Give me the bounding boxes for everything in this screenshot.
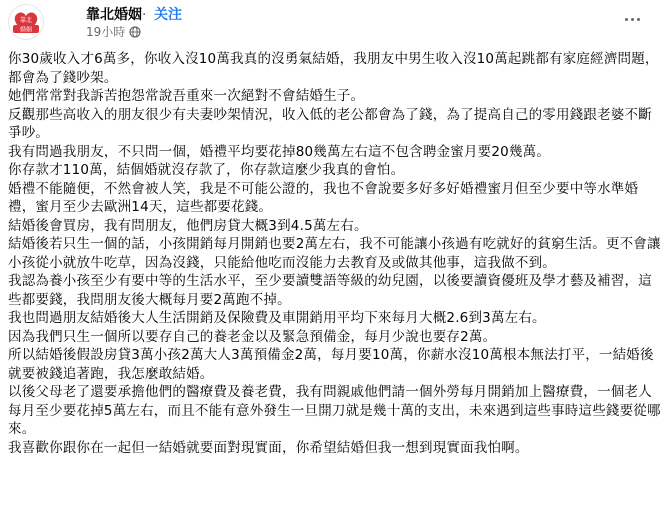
post-paragraph: 反觀那些高收入的朋友很少有夫妻吵架情況，收入低的老公都會為了錢，為了提高自己的零用錢跟老婆不斷爭吵。 [8, 106, 652, 141]
post-paragraph: 因為我們只生一個所以要存自己的養老金以及緊急預備金，每月少說也要存2萬。 [8, 328, 497, 345]
post-paragraph: 婚禮不能隨便，不然會被人笑，我是不可能公證的，我也不會說要多好多好婚禮蜜月但至少要中等水準婚禮，蜜月至少去歐洲14天，這些都要花錢。 [8, 180, 639, 215]
post-paragraph: 她們常常對我訴苦抱怨常說吾重來一次絕對不會結婚生子。 [8, 88, 365, 104]
post-paragraph: 所以結婚後假設房貸3萬小孩2萬大人3萬預備金2萬，每月要10萬，你薪水沒10萬根本無法打平，一結婚後就要被錢追著跑，我怎麼敢結婚。 [8, 347, 654, 382]
post-paragraph: 你存款才110萬，結個婚就沒存款了，你存款這麼少我真的會怕。 [8, 162, 405, 178]
post-meta [86, 25, 141, 39]
logo-text-bottom: 婚姻 [19, 26, 33, 34]
more-options-icon[interactable] [616, 6, 648, 32]
post-paragraph: 結婚後會買房，我有問朋友，他們房貸大概3到4.5萬左右。 [8, 217, 368, 234]
post-timestamp[interactable]: 19小時 [86, 25, 126, 39]
globe-icon [129, 26, 141, 38]
page-avatar[interactable] [8, 4, 44, 40]
page-name[interactable]: 靠北婚姻 [86, 7, 142, 23]
heart-logo-icon [9, 5, 43, 39]
logo-text-top: 靠北 [19, 17, 33, 24]
post-paragraph: 我也問過朋友結婚後大人生活開銷及保險費及車開銷用平均下來每月大概2.6到3萬左右。 [8, 310, 546, 326]
name-separator: · [142, 7, 147, 23]
post-body [8, 50, 662, 457]
post-paragraph: 我有問過我朋友，不只問一個，婚禮平均要花掉80幾萬左右這不包含聘金蜜月要20幾萬。 [8, 143, 551, 160]
post-paragraph: 你30歲收入才6萬多，你收入沒10萬我真的沒勇氣結婚，我朋友中男生收入沒10萬起跳都有家庭經濟問題，都會為了錢吵架。 [8, 51, 659, 86]
post-paragraph: 我喜歡你跟你在一起但一結婚就要面對現實面，你希望結婚但我一想到現實面我怕啊。 [8, 439, 529, 456]
post-header [8, 4, 648, 40]
post-paragraph: 結婚後若只生一個的話，小孩開銷每月開銷也要2萬左右，我不可能讓小孩過有吃就好的貧窮生活。更不會讓小孩從小就放牛吃草，因為沒錢，只能給他吃而沒能力去教育及或做其他事，這我做不到。 [8, 236, 661, 271]
post-paragraph: 以後父母老了還要承擔他們的醫療費及養老費，我有問親戚他們請一個外勞每月開銷加上醫療費，一個老人每月至少要花掉5萬左右，而且不能有意外發生一旦開刀就是幾十萬的支出，未來遇到這些事時這些錢要從哪來。 [8, 384, 661, 437]
follow-button[interactable]: 关注 [154, 7, 182, 23]
post-paragraph: 我認為養小孩至少有要中等的生活水平，至少要讀雙語等級的幼兒園，以後要讀資優班及學才藝及補習，這些都要錢，我問朋友後大概每月要2萬跑不掉。 [8, 273, 652, 308]
